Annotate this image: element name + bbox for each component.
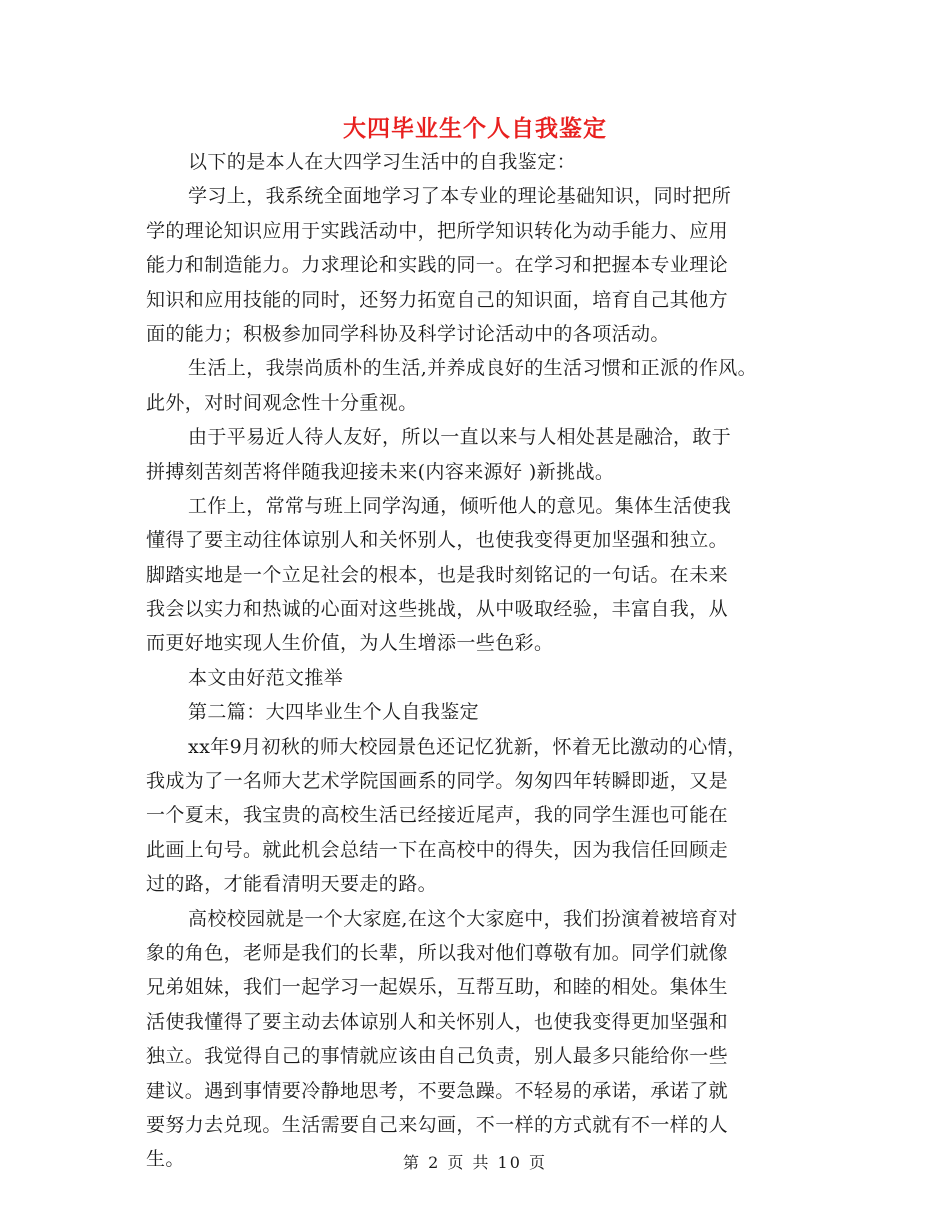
text-line: 知识和应用技能的同时，还努力拓宽自己的知识面，培育自己其他方 [146,288,729,311]
text-line: 懂得了要主动往体谅别人和关怀别人，也使我变得更加坚强和独立。 [146,529,729,552]
text-line: 高校校园就是一个大家庭,在这个大家庭中，我们扮演着被培育对 [188,907,738,930]
text-line: 以下的是本人在大四学习生活中的自我鉴定： [188,151,577,173]
text-line: 学习上，我系统全面地学习了本专业的理论基础知识，同时把所 [188,185,732,208]
document-title: 大四毕业生个人自我鉴定 [343,116,607,142]
text-line: 我会以实力和热诚的心面对这些挑战，从中吸取经验，丰富自我，从 [146,598,729,621]
text-line: 独立。我觉得自己的事情就应该由自己负责，别人最多只能给你一些 [146,1045,729,1068]
text-line: 要努力去兑现。生活需要自己来勾画，不一样的方式就有不一样的人 [146,1113,729,1136]
page-footer: 第 2 页 共 10 页 [403,1153,547,1172]
text-line: xx年9月初秋的师大校园景色还记忆犹新，怀着无比激动的心情， [188,735,747,758]
text-line: 本文由好范文推举 [188,666,344,689]
text-line: 生活上，我崇尚质朴的生活,并养成良好的生活习惯和正派的作风。 [188,357,758,380]
text-line: 过的路，才能看清明天要走的路。 [146,873,438,896]
text-line: 生。 [146,1148,185,1171]
text-line: 第二篇：大四毕业生个人自我鉴定 [188,701,480,724]
text-line: 活使我懂得了要主动去体谅别人和关怀别人，也使我变得更加坚强和 [146,1010,729,1033]
text-line: 此外，对时间观念性十分重视。 [146,391,418,414]
text-line: 我成为了一名师大艺术学院国画系的同学。匆匆四年转瞬即逝，又是 [146,770,729,793]
text-line: 而更好地实现人生价值，为人生增添一些色彩。 [146,632,554,655]
text-line: 面的能力；积极参加同学科协及科学讨论活动中的各项活动。 [146,322,670,345]
text-line: 象的角色，老师是我们的长辈，所以我对他们尊敬有加。同学们就像 [146,941,729,964]
text-line: 工作上，常常与班上同学沟通，倾听他人的意见。集体生活使我 [188,494,732,517]
text-line: 能力和制造能力。力求理论和实践的同一。在学习和把握本专业理论 [146,254,729,277]
document-body [146,145,814,1177]
text-line: 一个夏末，我宝贵的高校生活已经接近尾声，我的同学生涯也可能在 [146,804,729,827]
text-line: 脚踏实地是一个立足社会的根本，也是我时刻铭记的一句话。在未来 [146,563,729,586]
text-line: 由于平易近人待人友好，所以一直以来与人相处甚是融洽，敢于 [188,426,732,449]
text-line: 学的理论知识应用于实践活动中，把所学知识转化为动手能力、应用 [146,219,729,242]
text-line: 拼搏刻苦刻苦将伴随我迎接未来(内容来源好 )新挑战。 [146,460,615,483]
text-line: 建议。遇到事情要冷静地思考，不要急躁。不轻易的承诺，承诺了就 [146,1079,729,1102]
text-line: 此画上句号。就此机会总结一下在高校中的得失，因为我信任回顾走 [146,838,729,861]
text-line: 兄弟姐妹，我们一起学习一起娱乐，互帮互助，和睦的相处。集体生 [146,976,729,999]
